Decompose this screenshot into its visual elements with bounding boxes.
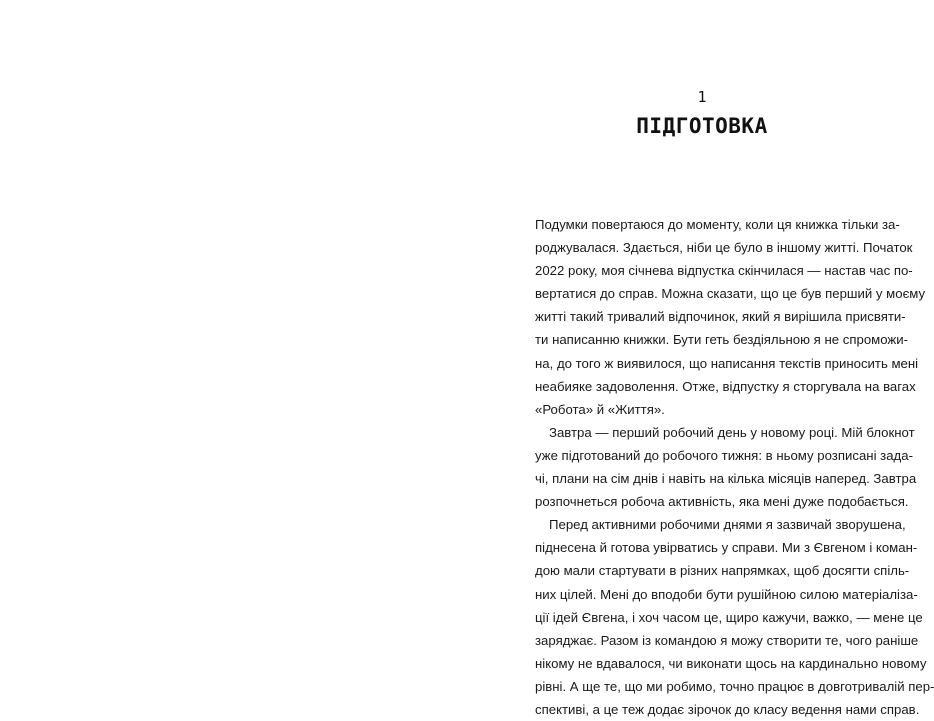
left-page: [0, 0, 467, 700]
text-line: них цілей. Мені до вподоби бути рушійною силою матеріаліза-: [535, 586, 918, 602]
text-line: 2022 року, моя січнева відпустка скінчилася — настав час по-: [535, 263, 913, 279]
text-line: спективі, а це теж додає зірочок до класу ведення нами справ.: [535, 701, 920, 717]
text-line: Перед активними робочими днями я зазвичай зворушена,: [549, 517, 906, 533]
chapter-title: ПІДГОТОВКА: [636, 114, 768, 138]
text-line: піднесена й готова увірватись у справи. Ми з Євгеном і коман-: [535, 540, 918, 556]
text-line: заряджає. Разом із командою я можу створити те, чого раніше: [535, 632, 919, 648]
text-line: уже підготований до робочого тижня: в ньому розписані зада-: [535, 447, 913, 463]
paragraph: [535, 421, 917, 513]
text-line: чі, плани на сім днів і навіть на кілька місяців наперед. Завтра: [535, 471, 917, 487]
chapter-number: 1: [697, 88, 707, 106]
text-line: неабияке задоволення. Отже, відпустку я сторгувала на вагах: [535, 378, 916, 394]
paragraph: [535, 213, 926, 421]
text-line: Завтра — перший робочий день у новому році. Мій блокнот: [549, 424, 915, 440]
text-line: на, до того ж виявилося, що написання текстів приносить мені: [535, 355, 919, 371]
paragraph: [535, 513, 934, 721]
text-line: житті такий тривалий відпочинок, який я вирішила присвяти-: [535, 309, 906, 325]
text-line: роджувалася. Здається, ніби це було в іншому житті. Початок: [535, 240, 913, 256]
text-line: ти написанню книжки. Бути геть бездіяльною я не спроможи-: [535, 332, 908, 348]
right-page: [467, 0, 934, 717]
text-line: «Робота» й «Життя».: [535, 401, 665, 417]
text-line: розпочнеться робоча активність, яка мені дуже подобається.: [535, 494, 909, 510]
text-line: нікому не вдавалося, чи виконати щось на кардинально новому: [535, 655, 927, 671]
text-line: рівні. А ще те, що ми робимо, точно працює в довготривалій пер-: [535, 678, 934, 694]
chapter-body: [535, 213, 934, 721]
text-line: ції ідей Євгена, і хоч часом це, щиро кажучи, важко, — мене це: [535, 609, 923, 625]
text-line: Подумки повертаюся до моменту, коли ця книжка тільки за-: [535, 217, 900, 232]
text-line: вертатися до справ. Можна сказати, що це був перший у моєму: [535, 286, 926, 302]
text-line: дою мали стартувати в різних напрямках, щоб досягти спіль-: [535, 563, 910, 579]
